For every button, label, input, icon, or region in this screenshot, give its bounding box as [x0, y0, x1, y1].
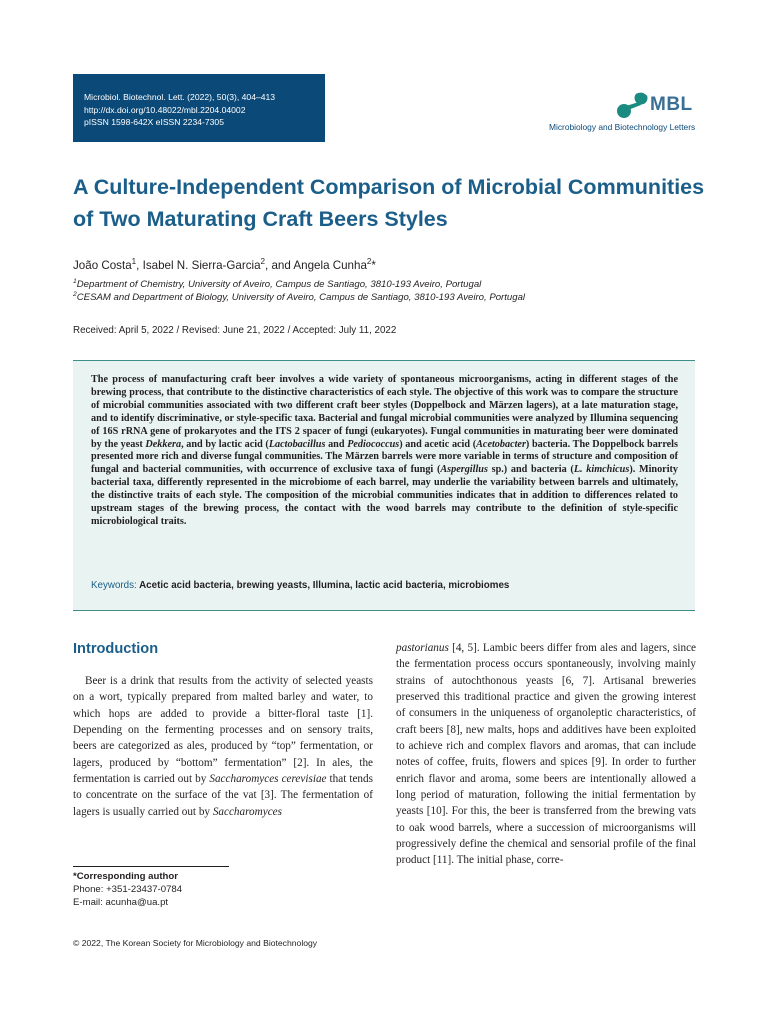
- mbl-logo-fullname: Microbiology and Biotechnology Letters: [549, 122, 696, 132]
- author-affiliation-sup: 2: [366, 257, 372, 266]
- footnote-divider: [73, 866, 229, 867]
- corresponding-author-label: *Corresponding author: [73, 871, 178, 882]
- affiliation-sup: 2: [73, 291, 77, 298]
- author-name: João Costa: [73, 258, 132, 272]
- author-affiliation-sup: 1: [131, 257, 137, 266]
- author-list: [73, 257, 376, 272]
- corresponding-author-phone: Phone: +351-23437-0784: [73, 884, 183, 895]
- affiliation: [73, 291, 525, 303]
- abstract-text: The process of manufacturing craft beer involves a wide variety of spontaneous microorganisms, acting in different stages of the brewing process, that contribute to the distinctive characteristics of each style. The objective of this work was to compare the structure of microbial communities associated with two different craft beer styles (Doppelbock and Märzen lagers), at a late maturation stage, and to identify discriminative, or style-specific taxa. Bacterial and fungal microbial communities were analyzed by Illumina sequencing of 16S rRNA gene of prokaryotes and the ITS 2 spacer of fungi (eukaryotes). Fungal communities in maturating beer were dominated by the yeast Dekkera, and by lactic acid (Lactobacillus and Pediococcus) and acetic acid (Acetobacter) bacteria. The Doppelbock barrels presented more rich and diverse fungal communities. The Märzen barrels were more variable in terms of structure and composition of fungal and bacterial communities, with occurrence of exclusive taxa of fungi (Aspergillus sp.) and bacteria (L. kimchicus). Minority bacterial taxa, differently represented in the microbiome of each barrel, may underlie the variability between barrels and ultimately, the distinctive traits of each style. The composition of the microbial communities indicates that in addition to differences related to upstream stages of the brewing process, the contact with the wood barrels may contribute to the definition of style-specific microbiological traits.: [91, 374, 679, 527]
- keywords: [91, 580, 509, 591]
- author-affiliation-sup: 2: [260, 257, 266, 266]
- body-column-left: Beer is a drink that results from the activity of selected yeasts on a wort, typically prepared from malted barley and water, to which hops are added to provide a bitter-floral taste [1]. Depending on the fermenting processes and on sensory traits, beers are categorized as ales, produced by “top” fermentation, or lagers, produced by “bottom” fermentation” [2]. In ales, the fermentation is carried out by Saccharomyces cerevisiae that tends to concentrate on the surface of the vat [3]. The fermentation of lagers is usually carried out by Saccharomyces: [73, 675, 373, 818]
- mbl-logo: [549, 90, 722, 134]
- author-name: , and Angela Cunha: [265, 258, 367, 272]
- mbl-logo-abbr: MBL: [650, 94, 693, 115]
- body-column-right: pastorianus [4, 5]. Lambic beers differ from ales and lagers, since the fermentation process occurs spontaneously, involving mainly strains of autochthonous yeasts [6, 7]. Artisanal breweries preserved this traditional practice and given the growing interest of consumers in the uniqueness of organoleptic characteristics, of craft beers [8], new malts, hops and additives have been exploited to achieve rich and complex flavors and aromas, that can include notes of coffee, fruits, flowers and spices [9]. In order to further enrich flavor and aroma, some beers are intentionally allowed a long period of maturation, following the initial fermentation by yeasts [10]. For this, the beer is transferred from the brewing vats to oak wood barrels, where a succession of microorganisms will progressively define the chemical and sensorial profile of the final product [11]. The initial phase, corre-: [396, 642, 696, 867]
- mbl-logo-icon: [612, 90, 652, 120]
- author-name: , Isabel N. Sierra-Garcia: [136, 258, 261, 272]
- keywords-value: Acetic acid bacteria, brewing yeasts, Illumina, lactic acid bacteria, microbiomes: [136, 580, 510, 591]
- affiliation-sup: 1: [73, 278, 77, 285]
- affiliation: [73, 278, 481, 290]
- corresponding-mark: *: [371, 258, 376, 272]
- received-dates: Received: April 5, 2022 / Revised: June 21, 2022 / Accepted: July 11, 2022: [73, 325, 397, 336]
- journal-issn: pISSN 1598-642X eISSN 2234-7305: [84, 117, 224, 127]
- article-title: A Culture-Independent Comparison of Microbial Communities of Two Maturating Craft Beers Styles: [73, 175, 705, 231]
- affiliation-text: Department of Chemistry, University of Aveiro, Campus de Santiago, 3810-193 Aveiro, Portugal: [76, 279, 482, 291]
- abstract-box: [73, 360, 695, 611]
- copyright-footer: © 2022, The Korean Society for Microbiology and Biotechnology: [73, 938, 318, 948]
- journal-citation: Microbiol. Biotechnol. Lett. (2022), 50(3), 404–413: [84, 92, 276, 102]
- journal-doi[interactable]: http://dx.doi.org/10.48022/mbl.2204.04002: [84, 105, 246, 115]
- corresponding-author-email[interactable]: E-mail: acunha@ua.pt: [73, 897, 169, 908]
- affiliation-text: CESAM and Department of Biology, University of Aveiro, Campus de Santiago, 3810-193 Aveiro, Portugal: [76, 292, 526, 304]
- journal-info-box: [73, 74, 325, 142]
- section-heading-introduction: Introduction: [73, 641, 159, 657]
- keywords-label: Keywords:: [91, 580, 137, 591]
